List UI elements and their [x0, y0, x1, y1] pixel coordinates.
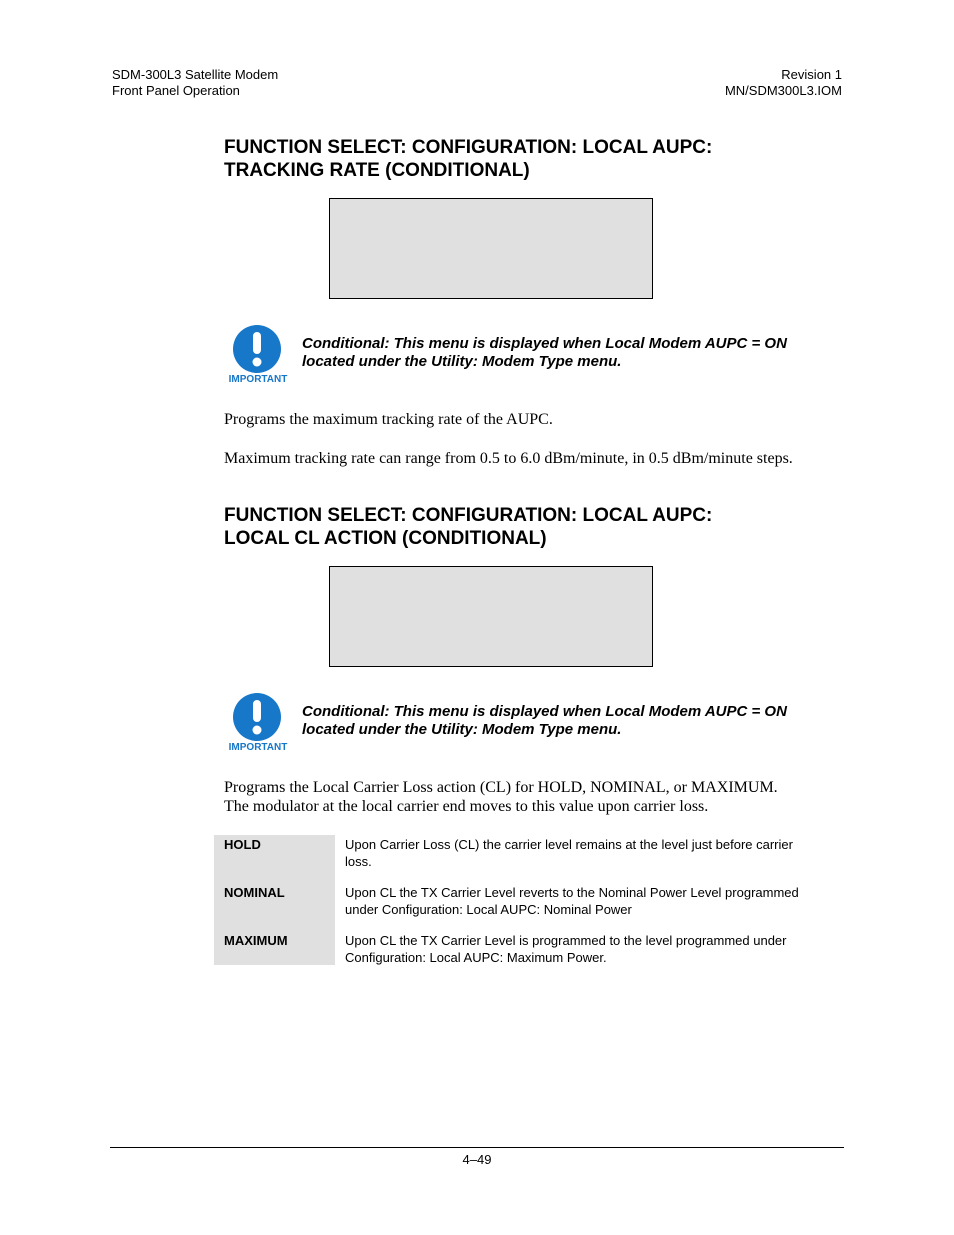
table-term-cell [214, 835, 335, 883]
important-text-line2: located under the Utility: Modem Type menu. [302, 353, 622, 370]
table-row [214, 883, 844, 931]
front-panel-display-box [329, 198, 653, 299]
page-header-left [112, 67, 278, 99]
section-heading-tracking-rate [224, 136, 844, 182]
section-heading-line1: FUNCTION SELECT: CONFIGURATION: LOCAL AUPC: [224, 137, 713, 158]
important-text-line1: Conditional: This menu is displayed when Local Modem AUPC = ON [302, 335, 787, 352]
description-line1: Upon Carrier Loss (CL) the carrier level remains at the level just before carrier [345, 837, 793, 852]
section-heading-local-cl-action [224, 504, 844, 550]
chapter-title: Front Panel Operation [112, 83, 240, 98]
important-notice [224, 325, 844, 387]
paragraph-line1: Programs the Local Carrier Loss action (CL) for HOLD, NOMINAL, or MAXIMUM. [224, 779, 778, 796]
table-description-cell [345, 836, 845, 870]
important-icon [224, 693, 292, 755]
page-header-right [725, 67, 842, 99]
section-heading-line2: LOCAL CL ACTION (CONDITIONAL) [224, 528, 547, 549]
description-line2: under Configuration: Local AUPC: Nominal Power [345, 902, 632, 917]
document-title: SDM-300L3 Satellite Modem [112, 67, 279, 82]
important-text [302, 335, 842, 371]
table-term-cell [214, 931, 335, 965]
important-text-line1: Conditional: This menu is displayed when Local Modem AUPC = ON [302, 703, 787, 720]
important-notice [224, 693, 844, 755]
term-maximum: MAXIMUM [224, 933, 288, 948]
important-icon [224, 325, 292, 387]
table-description-cell [345, 932, 845, 966]
paragraph-text: Programs the maximum tracking rate of the AUPC. [224, 411, 553, 428]
section-heading-line2: TRACKING RATE (CONDITIONAL) [224, 160, 530, 181]
description-line2: loss. [345, 854, 372, 869]
paragraph [224, 410, 844, 429]
important-label: IMPORTANT [228, 374, 288, 385]
description-line1: Upon CL the TX Carrier Level is programmed to the level programmed under [345, 933, 787, 948]
paragraph [224, 449, 844, 468]
page-number: 4–49 [462, 1152, 492, 1167]
description-line1: Upon CL the TX Carrier Level reverts to the Nominal Power Level programmed [345, 885, 799, 900]
revision-label: Revision 1 [781, 67, 842, 82]
cl-action-table [214, 835, 844, 965]
table-term-cell [214, 883, 335, 931]
table-description-cell [345, 884, 845, 918]
document-number: MN/SDM300L3.IOM [724, 83, 842, 98]
term-hold: HOLD [224, 837, 261, 852]
table-row [214, 835, 844, 883]
paragraph-line2: The modulator at the local carrier end moves to this value upon carrier loss. [224, 798, 709, 815]
important-text-line2: located under the Utility: Modem Type menu. [302, 721, 622, 738]
footer-divider [110, 1147, 844, 1148]
front-panel-display-box [329, 566, 653, 667]
important-text [302, 703, 842, 739]
description-line2: Configuration: Local AUPC: Maximum Power. [345, 950, 607, 965]
paragraph-text: Maximum tracking rate can range from 0.5 to 6.0 dBm/minute, in 0.5 dBm/minute steps. [224, 450, 793, 467]
term-nominal: NOMINAL [224, 885, 285, 900]
paragraph [224, 778, 844, 816]
table-row [214, 931, 844, 965]
section-heading-line1: FUNCTION SELECT: CONFIGURATION: LOCAL AUPC: [224, 505, 713, 526]
important-label: IMPORTANT [228, 742, 288, 753]
